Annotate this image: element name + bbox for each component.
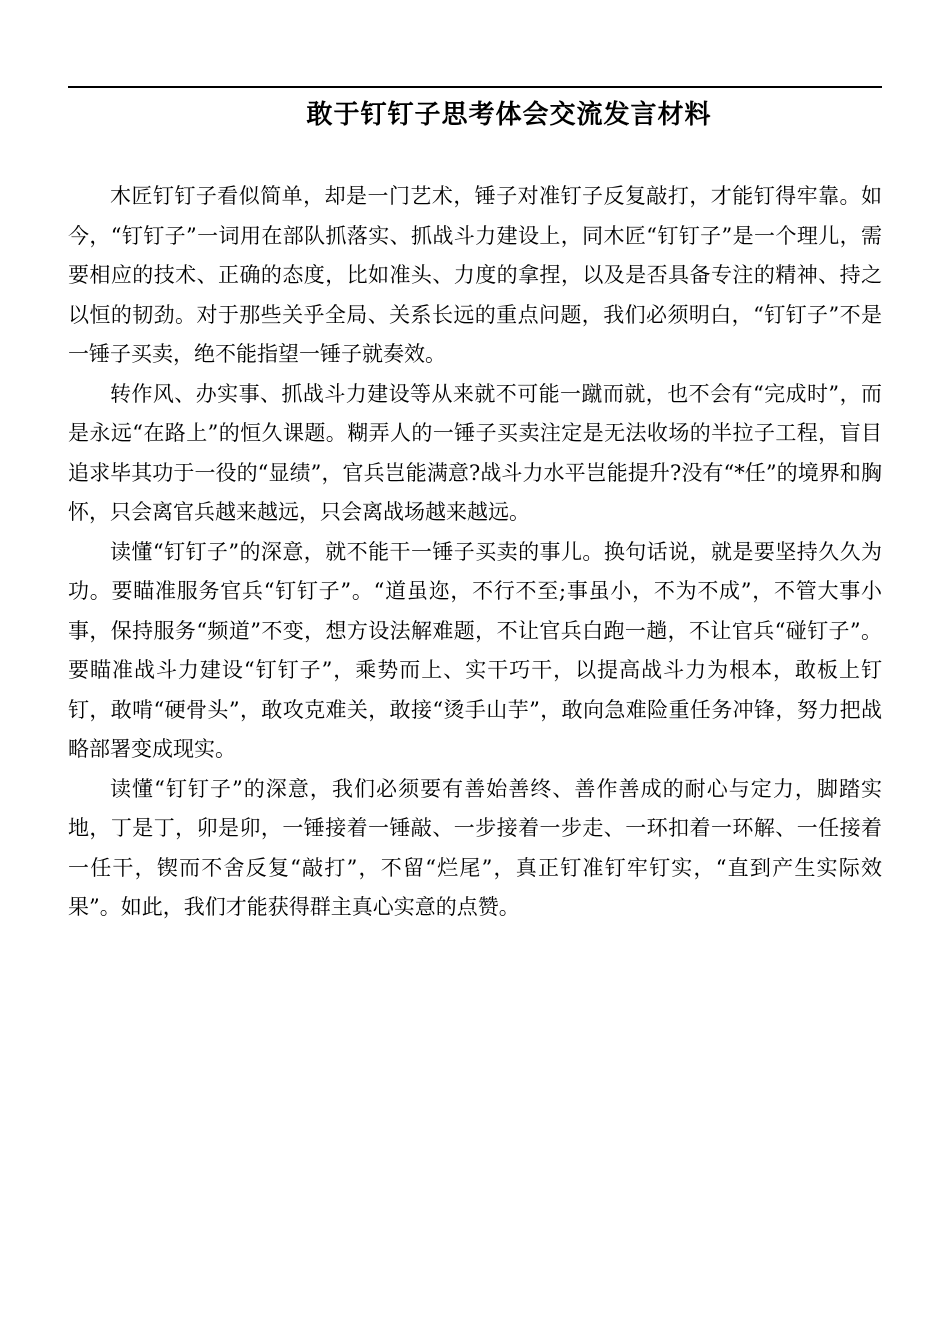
document-title: 敢于钉钉子思考体会交流发言材料 xyxy=(306,100,712,130)
paragraph: 读懂“钉钉子”的深意，我们必须要有善始善终、善作善成的耐心与定力，脚踏实地，丁是丁，卯是卯，一锤接着一锤敲、一步接着一步走、一环扣着一环解、一任接着一任干，锲而不舍反复“敲打”，不留“烂尾”，真正钉准钉牢钉实，“直到产生实际效果”。如此，我们才能获得群主真心实意的点赞。 xyxy=(68,776,882,919)
paragraph: 木匠钉钉子看似简单，却是一门艺术，锤子对准钉子反复敲打，才能钉得牢靠。如今，“钉钉子”一词用在部队抓落实、抓战斗力建设上，同木匠“钉钉子”是一个理儿，需要相应的技术、正确的态度，比如准头、力度的拿捏，以及是否具备专注的精神、持之以恒的韧劲。对于那些关乎全局、关系长远的重点问题，我们必须明白，“钉钉子”不是一锤子买卖，绝不能指望一锤子就奏效。 xyxy=(68,184,882,366)
document-body xyxy=(68,177,882,928)
paragraph: 转作风、办实事、抓战斗力建设等从来就不可能一蹴而就，也不会有“完成时”，而是永远“在路上”的恒久课题。糊弄人的一锤子买卖注定是无法收场的半拉子工程，盲目追求毕其功于一役的“显绩”，官兵岂能满意?战斗力水平岂能提升?没有“*任”的境界和胸怀，只会离官兵越来越远，只会离战场越来越远。 xyxy=(68,381,882,524)
paragraph: 读懂“钉钉子”的深意，就不能干一锤子买卖的事儿。换句话说，就是要坚持久久为功。要瞄准服务官兵“钉钉子”。“道虽迩，不行不至;事虽小，不为不成”，不管大事小事，保持服务“频道”不变，想方设法解难题，不让官兵白跑一趟，不让官兵“碰钉子”。要瞄准战斗力建设“钉钉子”，乘势而上、实干巧干，以提高战斗力为根本，敢板上钉钉，敢啃“硬骨头”，敢攻克难关，敢接“烫手山芋”，敢向急难险重任务冲锋，努力把战略部署变成现实。 xyxy=(68,539,882,761)
header-rule xyxy=(68,86,882,88)
